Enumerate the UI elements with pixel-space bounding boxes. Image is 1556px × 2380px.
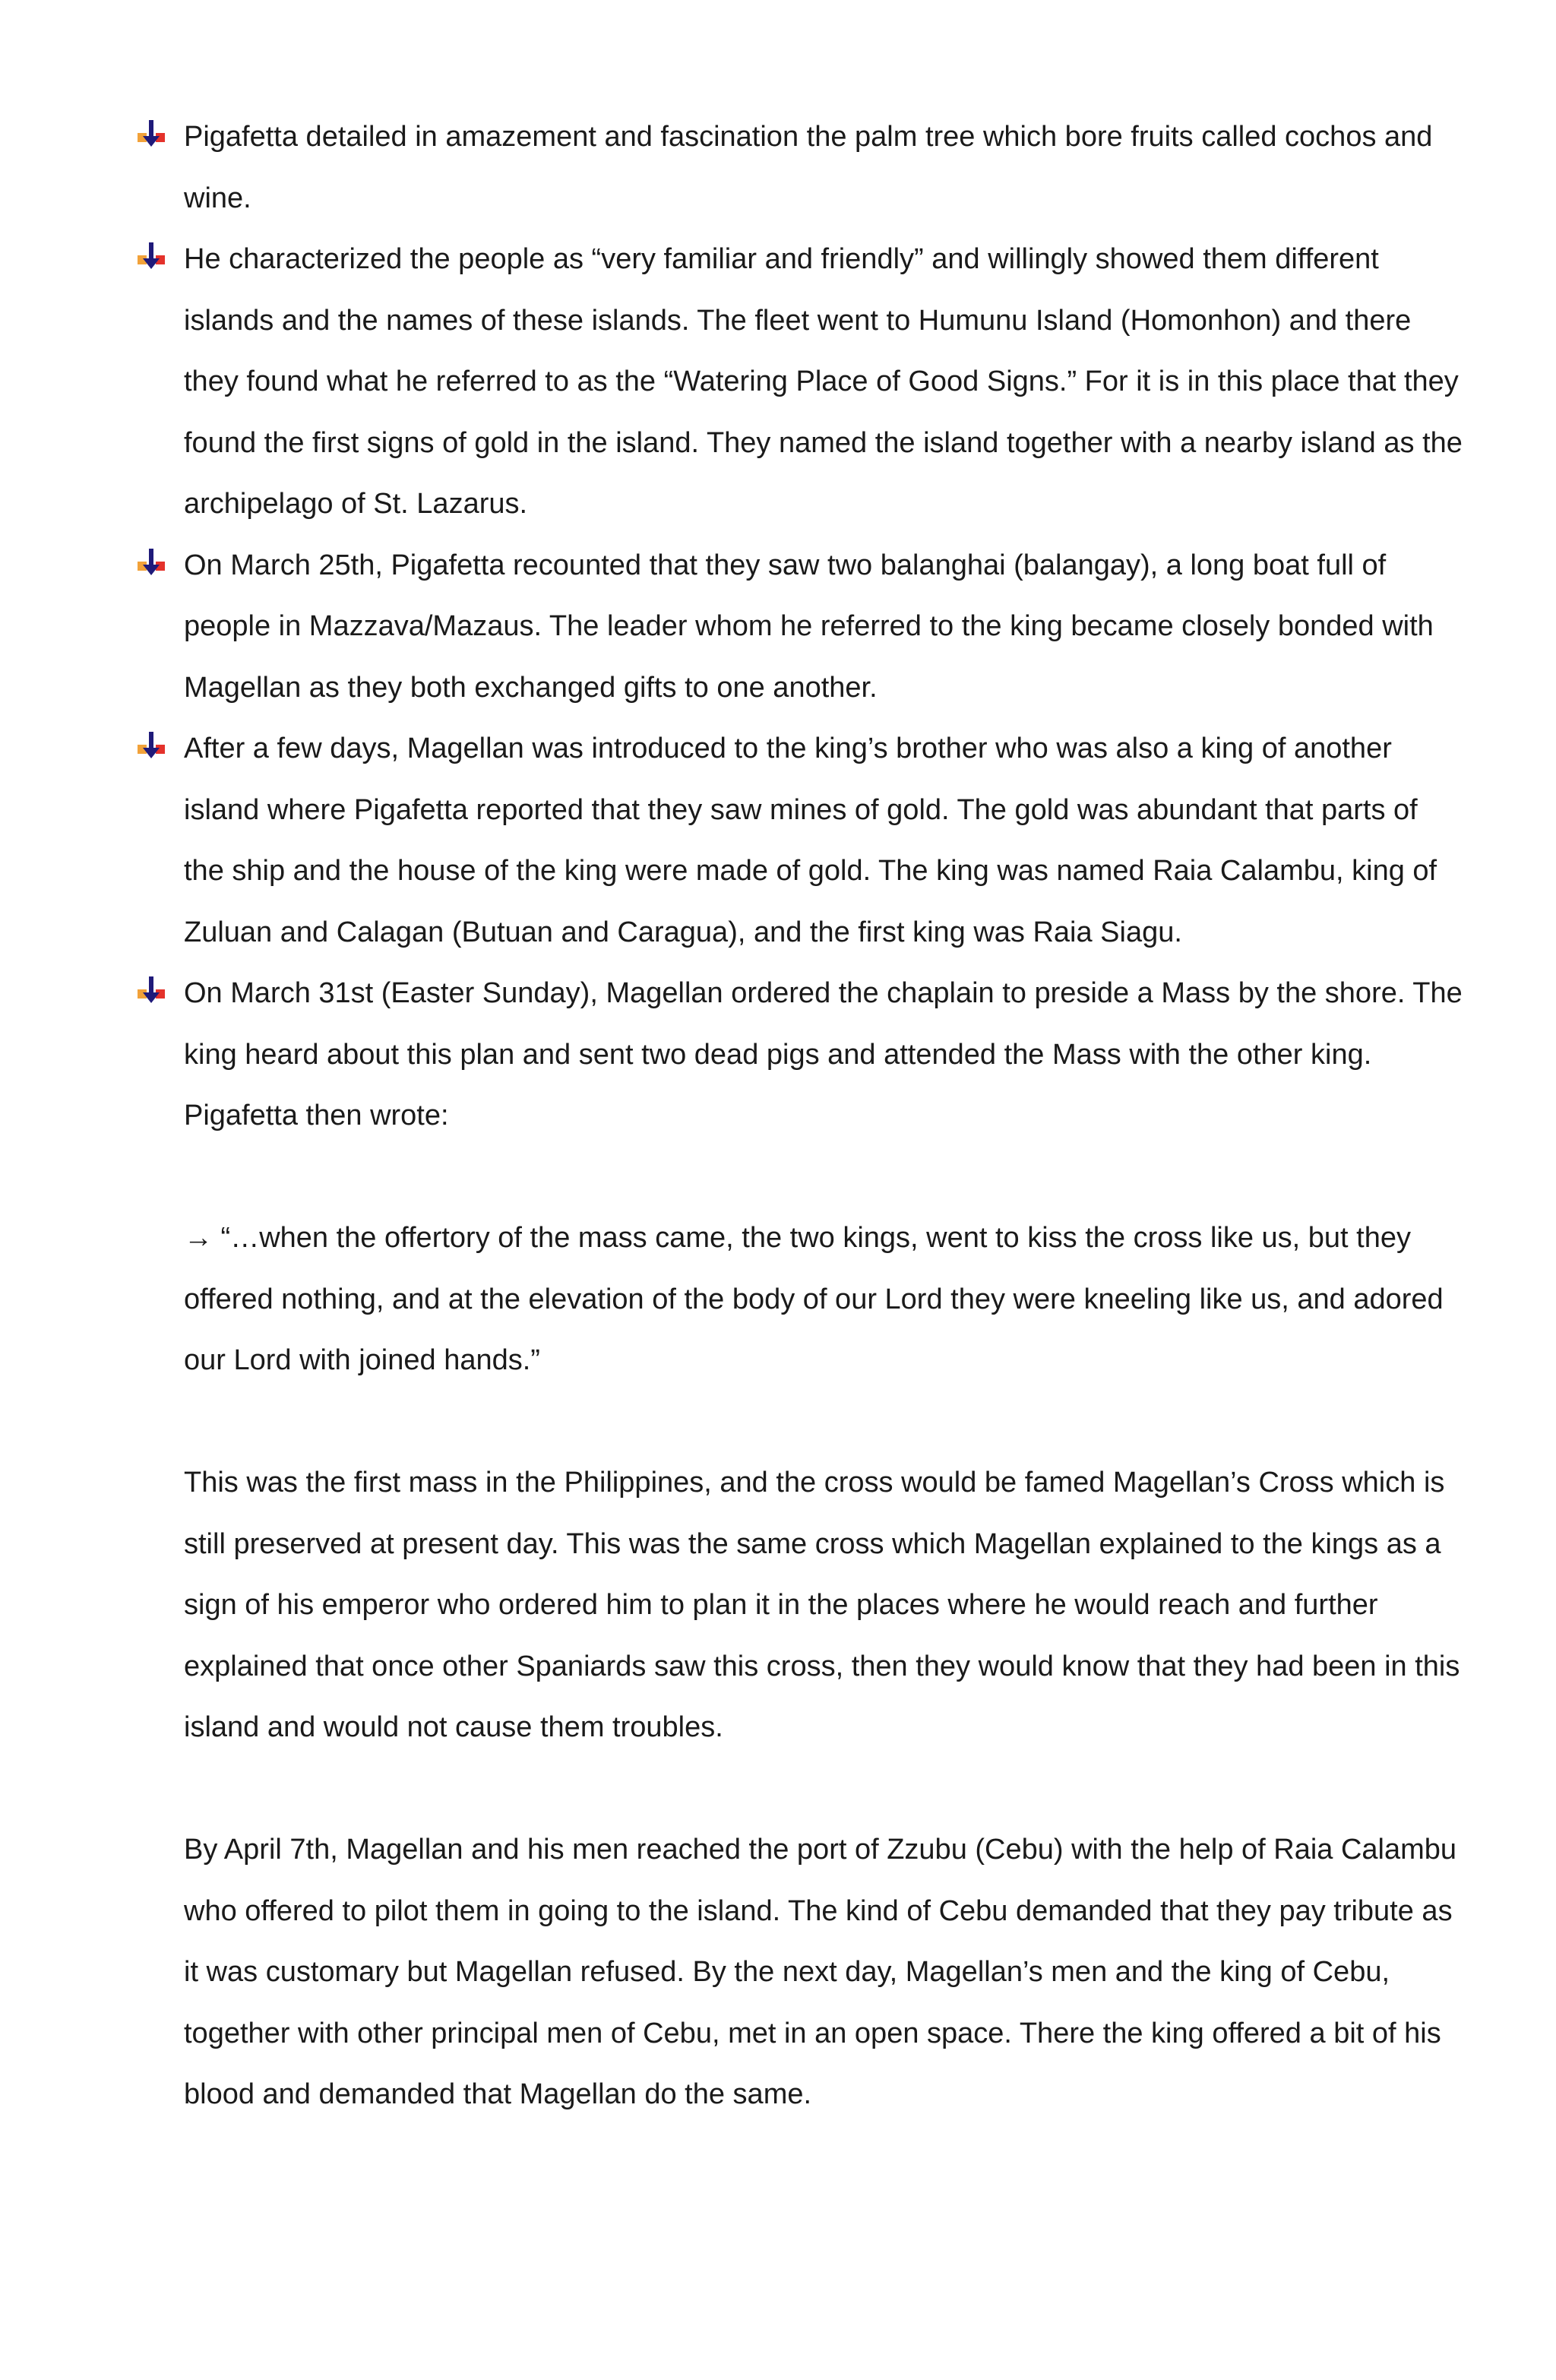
arrow-bullet-icon	[135, 118, 167, 150]
bullet-item	[184, 963, 1465, 1147]
bullet-item	[184, 106, 1465, 229]
bullet-text: On March 31st (Easter Sunday), Magellan ordered the chaplain to preside a Mass by the shore. The king heard about this plan and sent two dead pigs and attended the Mass with the other king. Pigafetta then wrote:	[184, 977, 1463, 1131]
bullet-item	[184, 718, 1465, 963]
bullet-text: On March 25th, Pigafetta recounted that they saw two balanghai (balangay), a long boat full of people in Mazzava/Mazaus. The leader whom he referred to the king became closely bonded with Magellan as they both exchanged gifts to one another.	[184, 549, 1434, 704]
bullet-item	[184, 535, 1465, 719]
bullet-item	[184, 229, 1465, 535]
bullet-text: After a few days, Magellan was introduced to the king’s brother who was also a king of another island where Pigafetta reported that they saw mines of gold. The gold was abundant that parts of the ship and the house of the king were made of gold. The king was named Raia Calambu, king of Zuluan and Calagan (Butuan and Caragua), and the first king was Raia Siagu.	[184, 733, 1437, 948]
spacer	[184, 1147, 1465, 1208]
arrow-bullet-icon	[135, 974, 167, 1006]
bullet-text: He characterized the people as “very familiar and friendly” and willingly showed them different islands and the names of these islands. The fleet went to Humunu Island (Homonhon) and there they found what he referred to as the “Watering Place of Good Signs.” For it is in this place that they found the first signs of gold in the island. They named the island together with a nearby island as the archipelago of St. Lazarus.	[184, 243, 1463, 520]
quote-paragraph: → “…when the offertory of the mass came, the two kings, went to kiss the cross like us, but they offered nothing, and at the elevation of the body of our Lord they were kneeling like us, and adored our Lord with joined hands.”	[184, 1222, 1444, 1376]
spacer	[184, 1758, 1465, 1820]
body-paragraph: By April 7th, Magellan and his men reached the port of Zzubu (Cebu) with the help of Raia Calambu who offered to pilot them in going to the island. The kind of Cebu demanded that they pay tribute as it was customary but Magellan refused. By the next day, Magellan’s men and the king of Cebu, together with other principal men of Cebu, met in an open space. There the king offered a bit of his blood and demanded that Magellan do the same.	[184, 1834, 1457, 2110]
body-paragraph: This was the first mass in the Philippines, and the cross would be famed Magellan’s Cross which is still preserved at present day. This was the same cross which Magellan explained to the kings as a sign of his emperor who ordered him to plan it in the places where he would reach and further explained that once other Spaniards saw this cross, then they would know that they had been in this island and would not cause them troubles.	[184, 1467, 1460, 1743]
bullet-list	[184, 106, 1465, 1147]
arrow-bullet-icon	[135, 240, 167, 272]
spacer	[184, 1391, 1465, 1453]
bullet-text: Pigafetta detailed in amazement and fascination the palm tree which bore fruits called cochos and wine.	[184, 121, 1433, 214]
arrow-bullet-icon	[135, 730, 167, 761]
arrow-bullet-icon	[135, 546, 167, 578]
